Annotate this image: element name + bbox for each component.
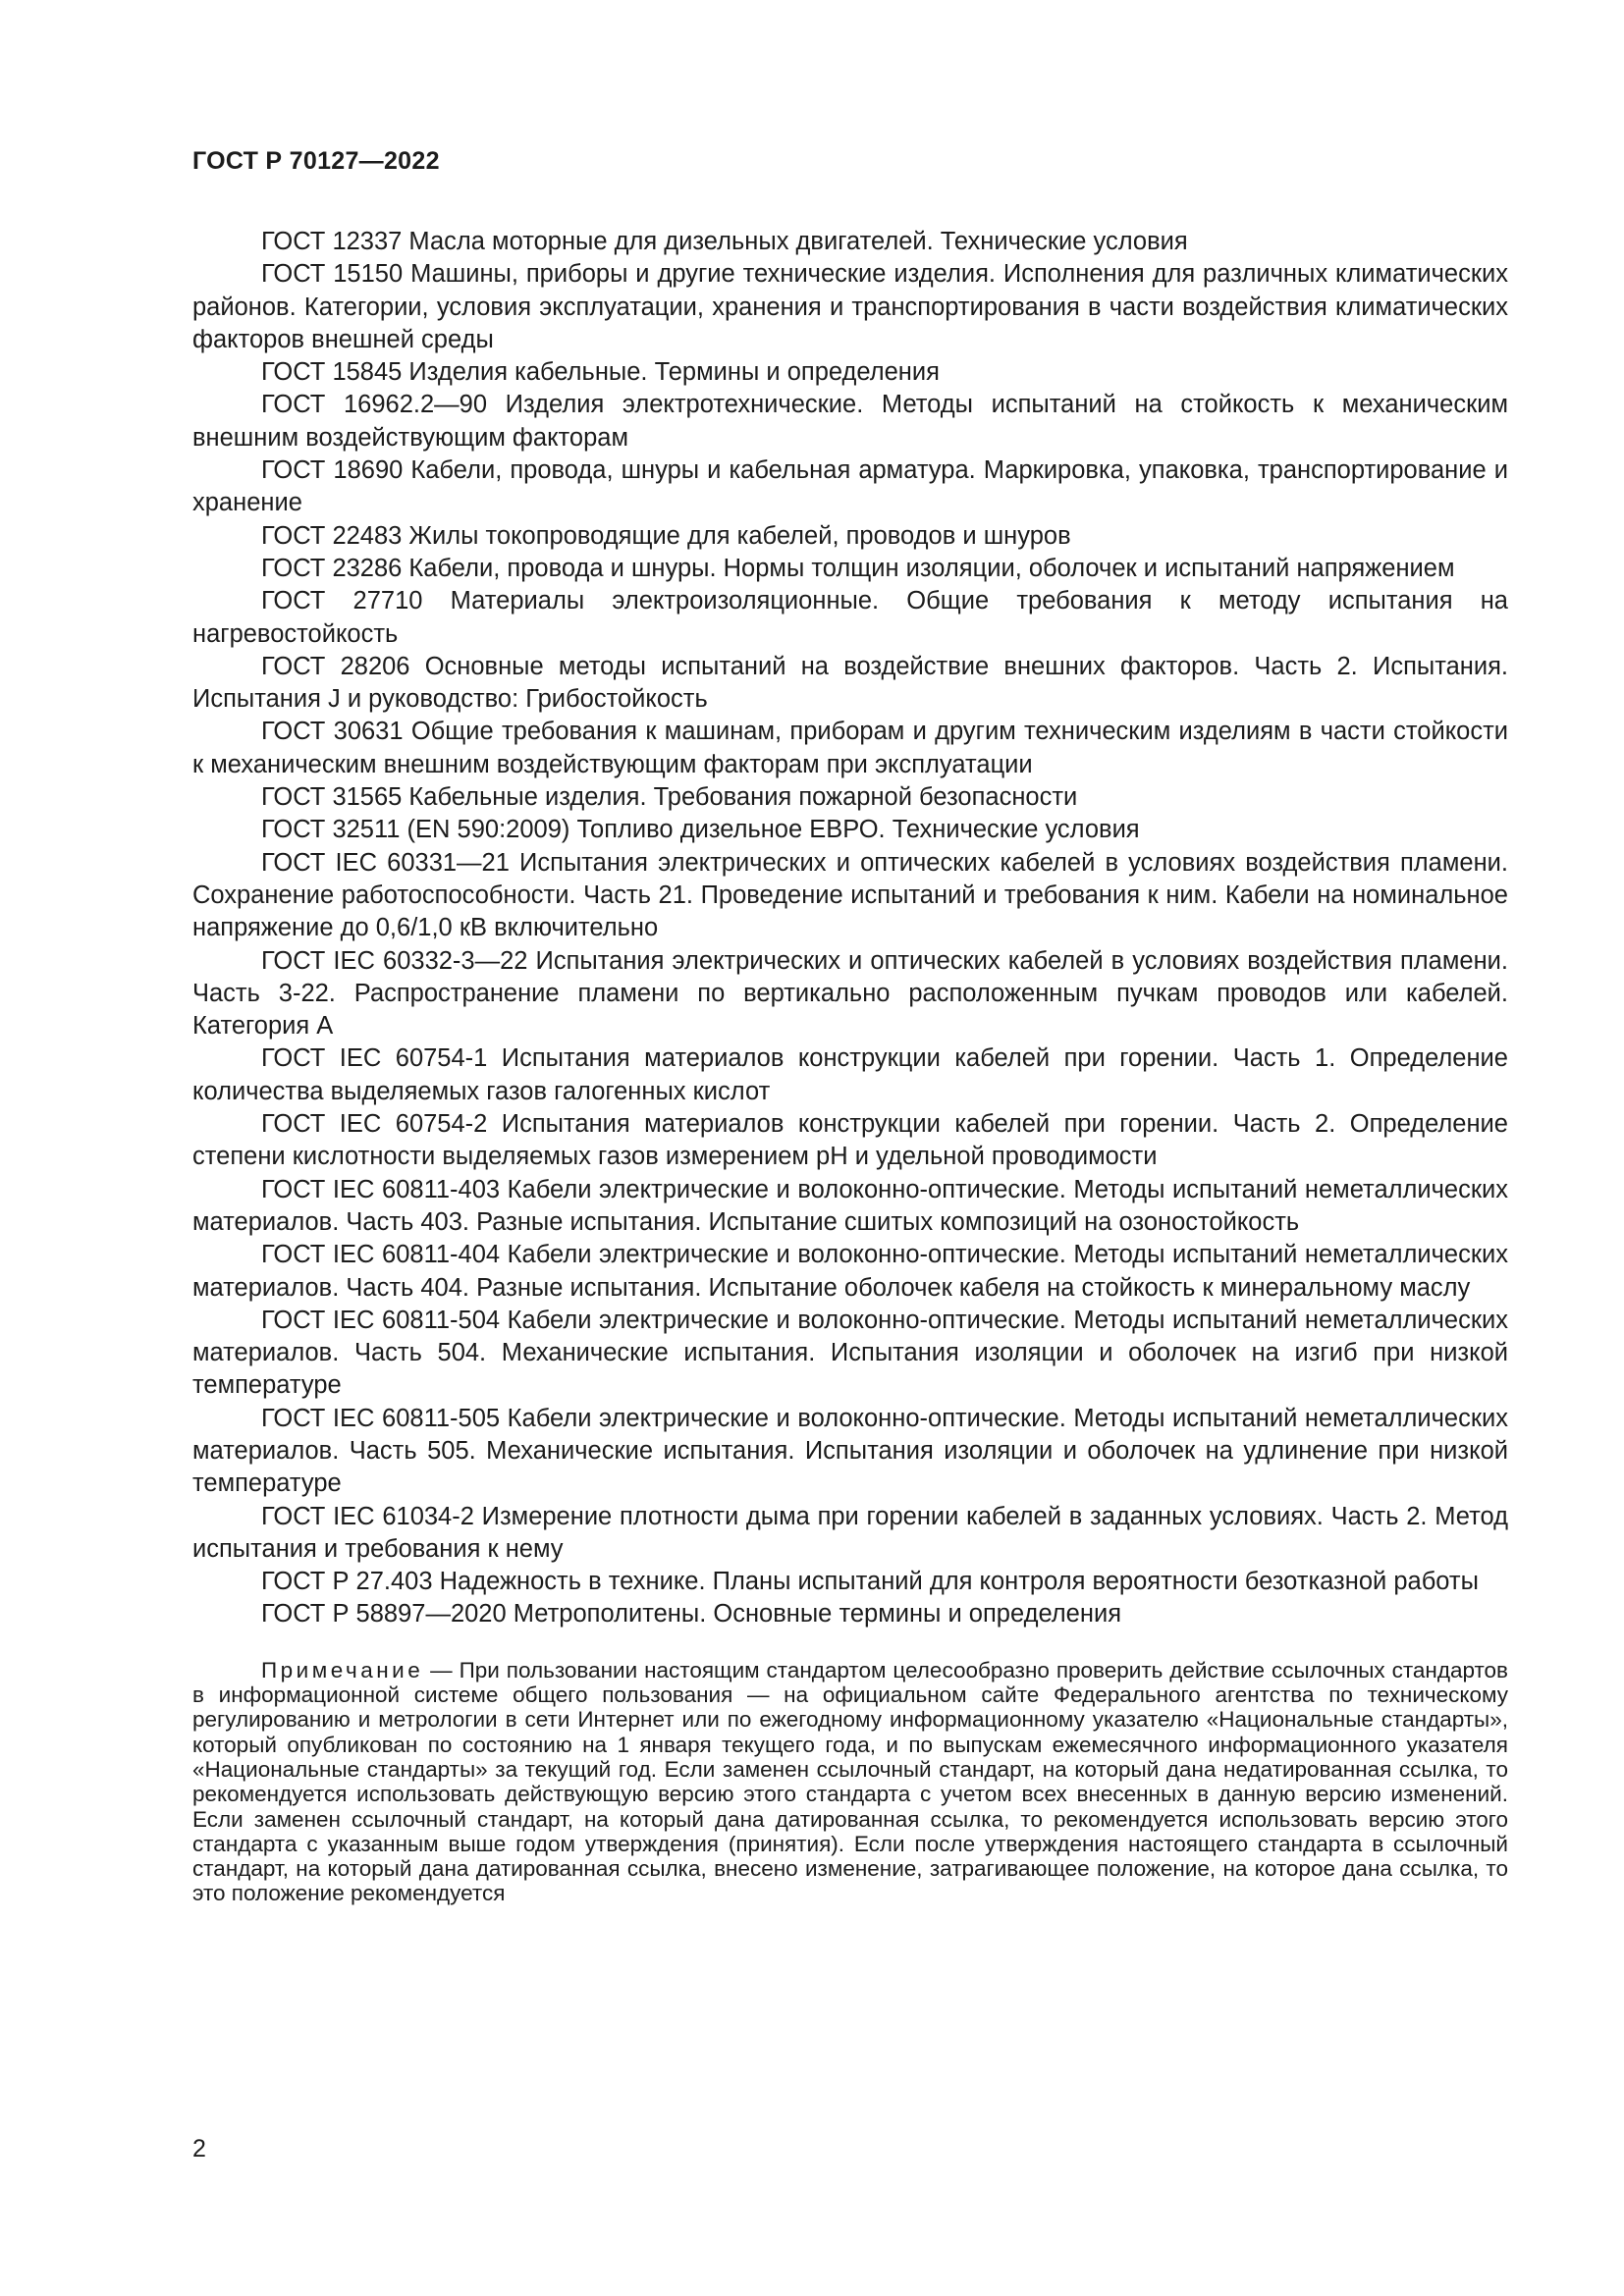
- note-label: Примечание: [261, 1657, 424, 1682]
- reference-item: ГОСТ Р 27.403 Надежность в технике. Планы испытаний для контроля вероятности безотказной работы: [261, 1568, 1479, 1596]
- reference-item: ГОСТ IEC 60754-2 Испытания материалов конструкции кабелей при горении. Часть 2. Определение степени кислотности выделяемых газов измерением pH и удельной проводимости: [192, 1110, 1508, 1171]
- reference-item: ГОСТ IEC 60332-3—22 Испытания электрических и оптических кабелей в условиях воздействия пламени. Часть 3-22. Распространение пламени по вертикально расположенным пучкам проводов или кабелей. Категория A: [192, 946, 1508, 1041]
- reference-item: ГОСТ 18690 Кабели, провода, шнуры и кабельная арматура. Маркировка, упаковка, транспортирование и хранение: [192, 456, 1508, 517]
- reference-item: ГОСТ 32511 (EN 590:2009) Топливо дизельное ЕВРО. Технические условия: [261, 816, 1140, 844]
- reference-item: ГОСТ 22483 Жилы токопроводящие для кабелей, проводов и шнуров: [261, 521, 1071, 550]
- reference-item: ГОСТ 30631 Общие требования к машинам, приборам и другим техническим изделиям в части стойкости к механическим внешним воздействующим факторам при эксплуатации: [192, 718, 1508, 778]
- reference-item: ГОСТ IEC 61034-2 Измерение плотности дыма при горении кабелей в заданных условиях. Часть 2. Метод испытания и требования к нему: [192, 1502, 1508, 1563]
- reference-item: ГОСТ IEC 60811-505 Кабели электрические и волоконно-оптические. Методы испытаний неметаллических материалов. Часть 505. Механические испытания. Испытания изоляции и оболочек на удлинение при низкой температуре: [192, 1404, 1508, 1498]
- reference-item: ГОСТ IEC 60811-403 Кабели электрические и волоконно-оптические. Методы испытаний неметаллических материалов. Часть 403. Разные испытания. Испытание сшитых композиций на озоностойкость: [192, 1175, 1508, 1236]
- reference-item: ГОСТ 31565 Кабельные изделия. Требования пожарной безопасности: [261, 783, 1078, 812]
- reference-item: ГОСТ IEC 60811-404 Кабели электрические и волоконно-оптические. Методы испытаний неметаллических материалов. Часть 404. Разные испытания. Испытание оболочек кабеля на стойкость к минеральному маслу: [192, 1241, 1508, 1302]
- note-paragraph: [192, 1658, 1508, 1906]
- normative-references-section: [192, 226, 1508, 1906]
- reference-item: ГОСТ Р 58897—2020 Метрополитены. Основные термины и определения: [261, 1600, 1122, 1629]
- reference-list: [192, 226, 1508, 1631]
- reference-item: ГОСТ 15845 Изделия кабельные. Термины и определения: [261, 358, 940, 387]
- reference-item: ГОСТ IEC 60754-1 Испытания материалов конструкции кабелей при горении. Часть 1. Определение количества выделяемых газов галогенных кислот: [192, 1044, 1508, 1105]
- page-number: 2: [192, 2135, 206, 2163]
- reference-item: ГОСТ 27710 Материалы электроизоляционные. Общие требования к методу испытания на нагревостойкость: [192, 587, 1508, 648]
- reference-item: ГОСТ 15150 Машины, приборы и другие технические изделия. Исполнения для различных климатических районов. Категории, условия эксплуатации, хранения и транспортирования в части воздействия климатических факторов внешней среды: [192, 260, 1508, 353]
- reference-item: ГОСТ 28206 Основные методы испытаний на воздействие внешних факторов. Часть 2. Испытания. Испытания J и руководство: Грибостойкость: [192, 652, 1508, 714]
- reference-item: ГОСТ IEC 60331—21 Испытания электрических и оптических кабелей в условиях воздействия пламени. Сохранение работоспособности. Часть 21. Проведение испытаний и требования к ним. Кабели на номинальное напряжение до 0,6/1,0 кВ включительно: [192, 848, 1508, 942]
- document-header: ГОСТ Р 70127—2022: [192, 147, 440, 175]
- reference-item: ГОСТ 12337 Масла моторные для дизельных двигателей. Технические условия: [261, 228, 1188, 255]
- reference-item: ГОСТ IEC 60811-504 Кабели электрические и волоконно-оптические. Методы испытаний неметаллических материалов. Часть 504. Механические испытания. Испытания изоляции и оболочек на изгиб при низкой температуре: [192, 1306, 1508, 1400]
- note-text: — При пользовании настоящим стандартом целесообразно проверить действие ссылочных стандартов в информационной системе общего пользования — на официальном сайте Федерального агентства по техническому регулированию и метрологии в сети Интернет или по ежегодному информационному указателю «Национальные стандарты», который опубликован по состоянию на 1 января текущего года, и по выпускам ежемесячного информационного указателя «Национальные стандарты» за текущий год. Если заменен ссылочный стандарт, на который дана недатированная ссылка, то рекомендуется использовать действующую версию этого стандарта с учетом всех внесенных в данную версию изменений. Если заменен ссылочный стандарт, на который дана датированная ссылка, то рекомендуется использовать версию этого стандарта с указанным выше годом утверждения (принятия). Если после утверждения настоящего стандарта в ссылочный стандарт, на который дана датированная ссылка, внесено изменение, затрагивающее положение, на которое дана ссылка, то это положение рекомендуется: [192, 1657, 1508, 1906]
- reference-item: ГОСТ 16962.2—90 Изделия электротехнические. Методы испытаний на стойкость к механическим внешним воздействующим факторам: [192, 391, 1508, 452]
- reference-item: ГОСТ 23286 Кабели, провода и шнуры. Нормы толщин изоляции, оболочек и испытаний напряжением: [261, 554, 1455, 582]
